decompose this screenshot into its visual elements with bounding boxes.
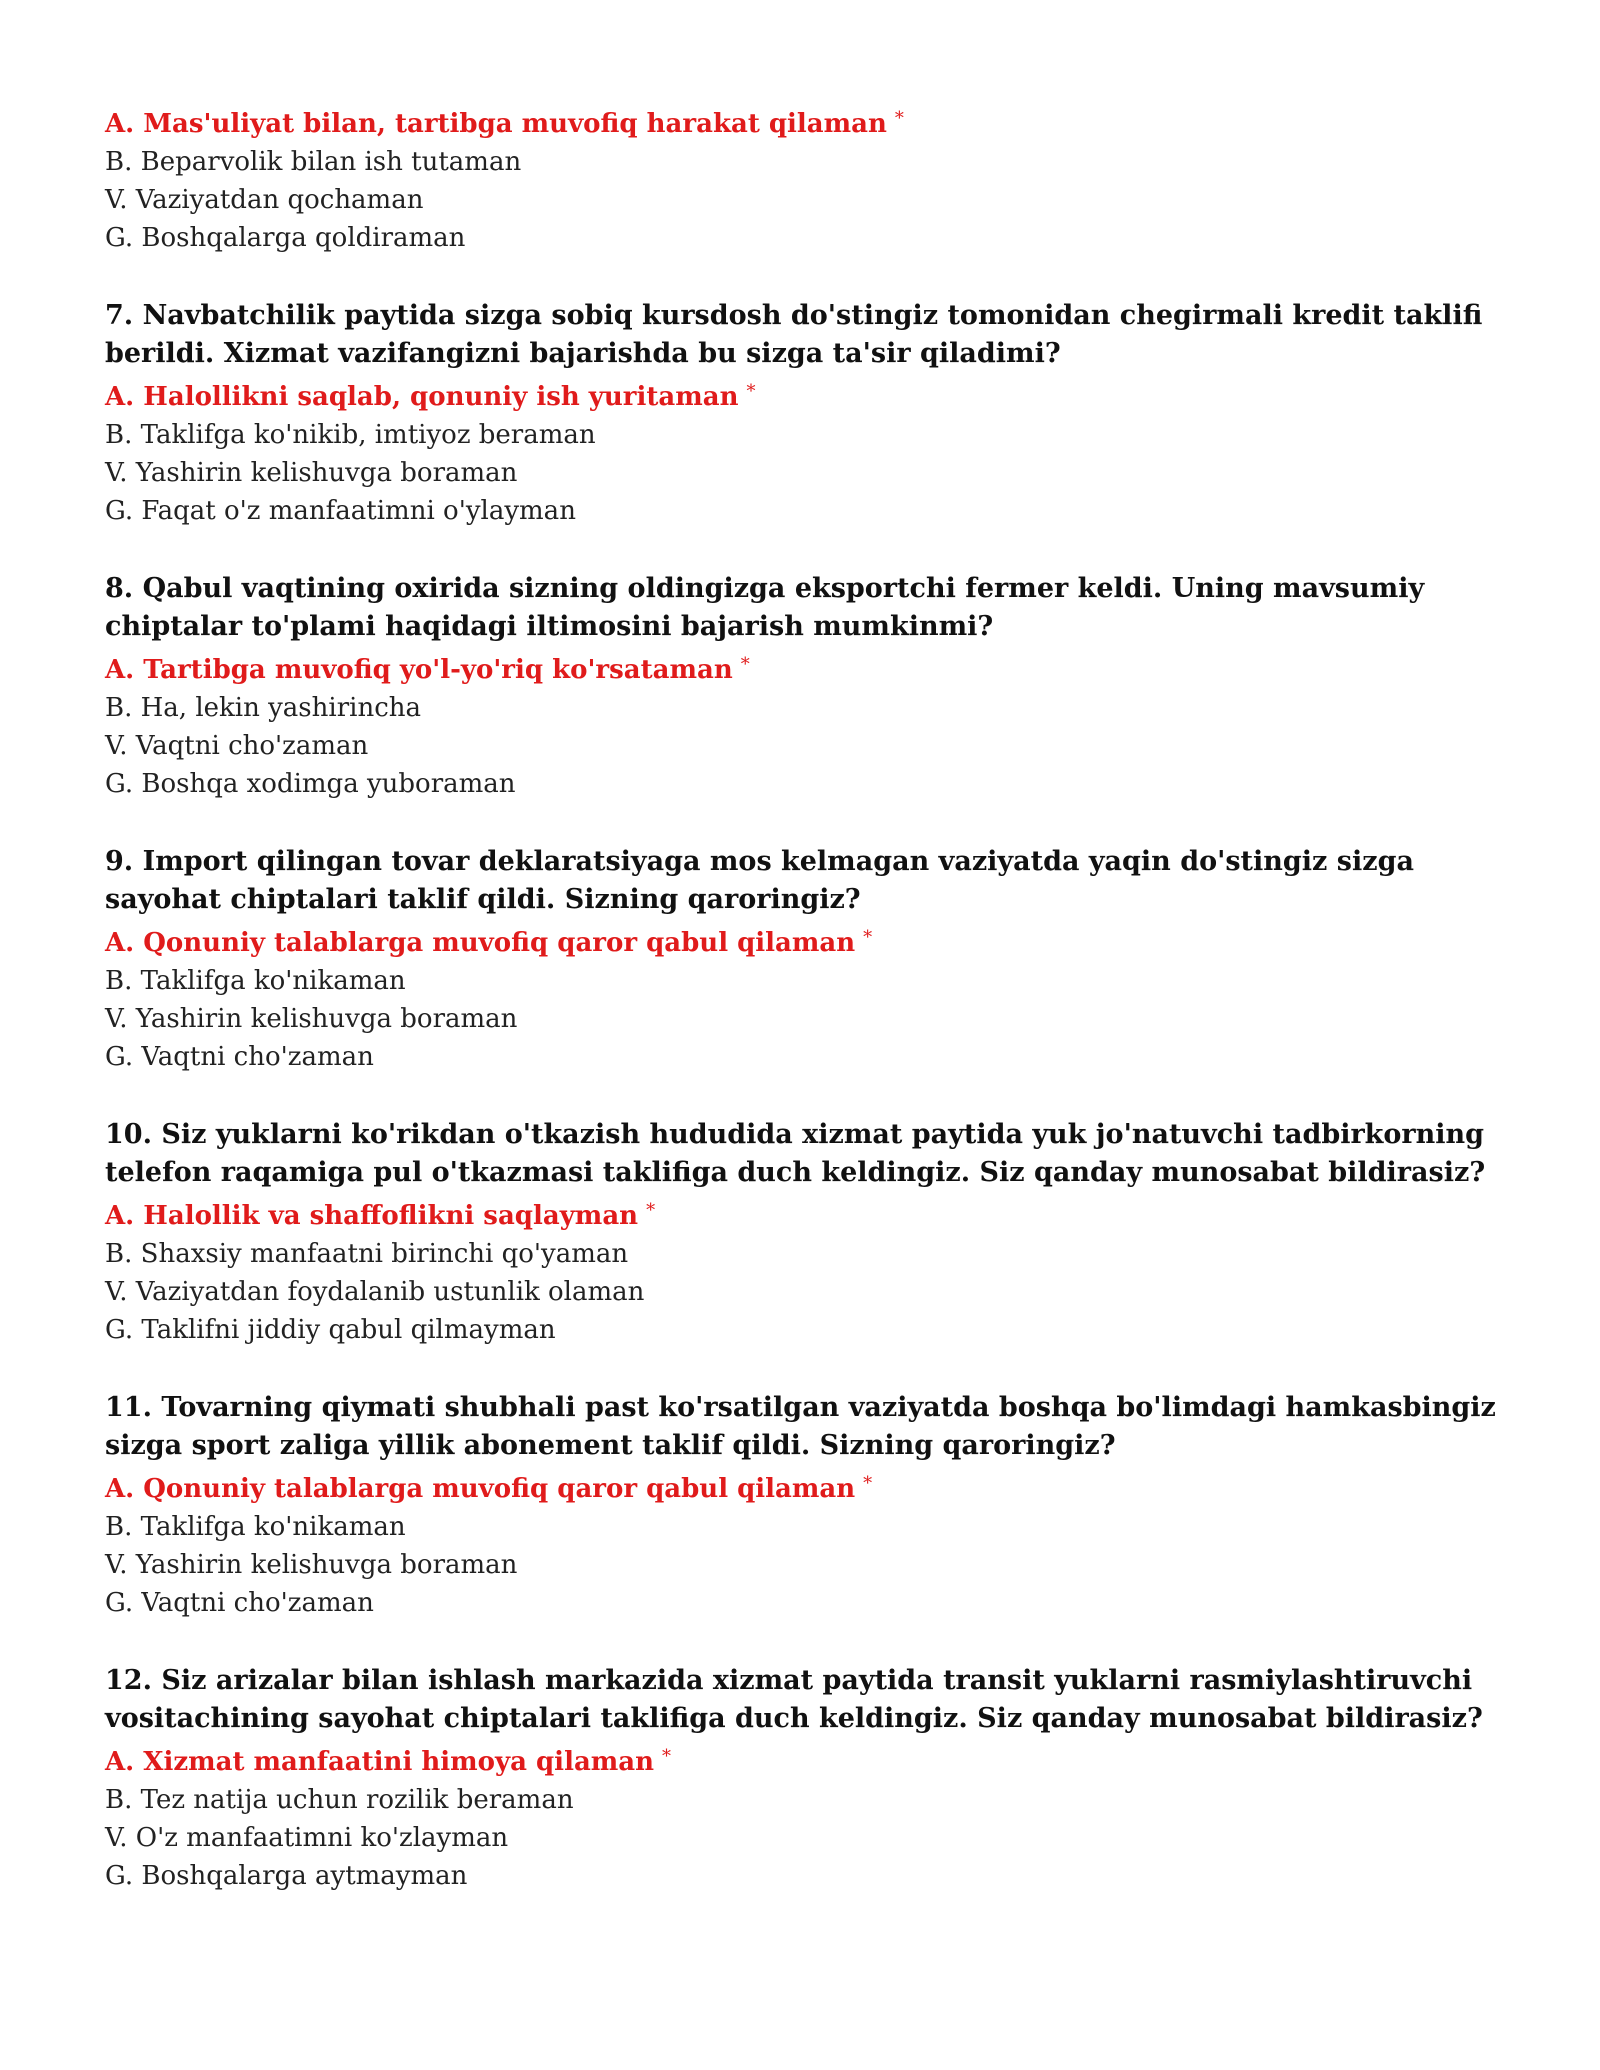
option-text: V. Yashirin kelishuvga boraman <box>105 1550 518 1580</box>
answer-option <box>105 219 1505 257</box>
correct-marker-icon: * <box>894 108 904 129</box>
answer-option <box>105 416 1505 454</box>
option-text: V. Yashirin kelishuvga boraman <box>105 458 518 488</box>
correct-marker-icon: * <box>662 1746 672 1767</box>
answer-option <box>105 1508 1505 1546</box>
question-text: 10. Siz yuklarni ko'rikdan o'tkazish hududida xizmat paytida yuk jo'natuvchi tadbirkorning telefon raqamiga pul o'tkazmasi taklifiga duch keldingiz. Siz qanday munosabat bildirasiz? <box>105 1119 1486 1188</box>
quiz-document <box>105 100 1505 1935</box>
answer-option <box>105 1311 1505 1349</box>
answer-option <box>105 1000 1505 1038</box>
answer-option <box>105 454 1505 492</box>
answer-option <box>105 1584 1505 1622</box>
option-text: V. Vaqtni cho'zaman <box>105 731 369 761</box>
question-text: 12. Siz arizalar bilan ishlash markazida xizmat paytida transit yuklarni rasmiylashtiruvchi vositachining sayohat chiptalari taklifiga duch keldingiz. Siz qanday munosabat bildirasiz? <box>105 1665 1483 1734</box>
option-text: B. Ha, lekin yashirincha <box>105 693 422 723</box>
question-block <box>105 297 1505 530</box>
question-block <box>105 1116 1505 1349</box>
correct-marker-icon: * <box>863 1473 873 1494</box>
answer-option <box>105 181 1505 219</box>
question-block <box>105 100 1505 257</box>
option-text: A. Halollikni saqlab, qonuniy ish yuritaman <box>105 382 739 412</box>
option-text: G. Boshqa xodimga yuboraman <box>105 769 516 799</box>
option-text: G. Vaqtni cho'zaman <box>105 1042 374 1072</box>
question-text: 11. Tovarning qiymati shubhali past ko'rsatilgan vaziyatda boshqa bo'limdagi hamkasbingiz sizga sport zaliga yillik abonement taklif qildi. Sizning qaroringiz? <box>105 1392 1496 1461</box>
correct-answer-option <box>105 646 1505 689</box>
correct-marker-icon: * <box>746 381 756 402</box>
option-text: G. Boshqalarga qoldiraman <box>105 223 466 253</box>
answer-option <box>105 143 1505 181</box>
correct-answer-option <box>105 100 1505 143</box>
answer-option <box>105 492 1505 530</box>
option-text: V. Vaziyatdan foydalanib ustunlik olaman <box>105 1277 645 1307</box>
answer-option <box>105 1273 1505 1311</box>
question-block <box>105 1389 1505 1622</box>
answer-option <box>105 1038 1505 1076</box>
option-text: B. Taklifga ko'nikib, imtiyoz beraman <box>105 420 596 450</box>
option-text: B. Taklifga ko'nikaman <box>105 1512 406 1542</box>
question-block <box>105 570 1505 803</box>
answer-option <box>105 1819 1505 1857</box>
answer-option <box>105 727 1505 765</box>
question-block <box>105 843 1505 1076</box>
option-text: A. Qonuniy talablarga muvofiq qaror qabul qilaman <box>105 1474 856 1504</box>
option-text: B. Beparvolik bilan ish tutaman <box>105 147 522 177</box>
correct-answer-option <box>105 373 1505 416</box>
option-text: A. Qonuniy talablarga muvofiq qaror qabul qilaman <box>105 928 856 958</box>
option-text: B. Shaxsiy manfaatni birinchi qo'yaman <box>105 1239 629 1269</box>
option-text: G. Boshqalarga aytmayman <box>105 1861 468 1891</box>
answer-option <box>105 1781 1505 1819</box>
correct-marker-icon: * <box>740 654 750 675</box>
question-text: 9. Import qilingan tovar deklaratsiyaga mos kelmagan vaziyatda yaqin do'stingiz sizga sayohat chiptalari taklif qildi. Sizning qaroringiz? <box>105 846 1414 915</box>
option-text: B. Taklifga ko'nikaman <box>105 966 406 996</box>
answer-option <box>105 689 1505 727</box>
option-text: A. Xizmat manfaatini himoya qilaman <box>105 1747 655 1777</box>
correct-answer-option <box>105 1465 1505 1508</box>
answer-option <box>105 1546 1505 1584</box>
option-text: B. Tez natija uchun rozilik beraman <box>105 1785 574 1815</box>
answer-option <box>105 765 1505 803</box>
question-text: 8. Qabul vaqtining oxirida sizning oldingizga eksportchi fermer keldi. Uning mavsumiy chiptalar to'plami haqidagi iltimosini bajarish mumkinmi? <box>105 573 1425 642</box>
option-text: A. Halollik va shaffoflikni saqlayman <box>105 1201 639 1231</box>
option-text: A. Tartibga muvofiq yo'l-yo'riq ko'rsataman <box>105 655 733 685</box>
correct-marker-icon: * <box>646 1200 656 1221</box>
correct-marker-icon: * <box>863 927 873 948</box>
option-text: G. Vaqtni cho'zaman <box>105 1588 374 1618</box>
question-block <box>105 1662 1505 1895</box>
question-text: 7. Navbatchilik paytida sizga sobiq kursdosh do'stingiz tomonidan chegirmali kredit taklifi berildi. Xizmat vazifangizni bajarishda bu sizga ta'sir qiladimi? <box>105 300 1483 369</box>
option-text: G. Faqat o'z manfaatimni o'ylayman <box>105 496 576 526</box>
answer-option <box>105 1235 1505 1273</box>
option-text: V. Vaziyatdan qochaman <box>105 185 424 215</box>
answer-option <box>105 962 1505 1000</box>
option-text: A. Mas'uliyat bilan, tartibga muvofiq harakat qilaman <box>105 109 887 139</box>
correct-answer-option <box>105 1192 1505 1235</box>
option-text: V. Yashirin kelishuvga boraman <box>105 1004 518 1034</box>
option-text: V. O'z manfaatimni ko'zlayman <box>105 1823 509 1853</box>
correct-answer-option <box>105 1738 1505 1781</box>
option-text: G. Taklifni jiddiy qabul qilmayman <box>105 1315 556 1345</box>
correct-answer-option <box>105 919 1505 962</box>
answer-option <box>105 1857 1505 1895</box>
